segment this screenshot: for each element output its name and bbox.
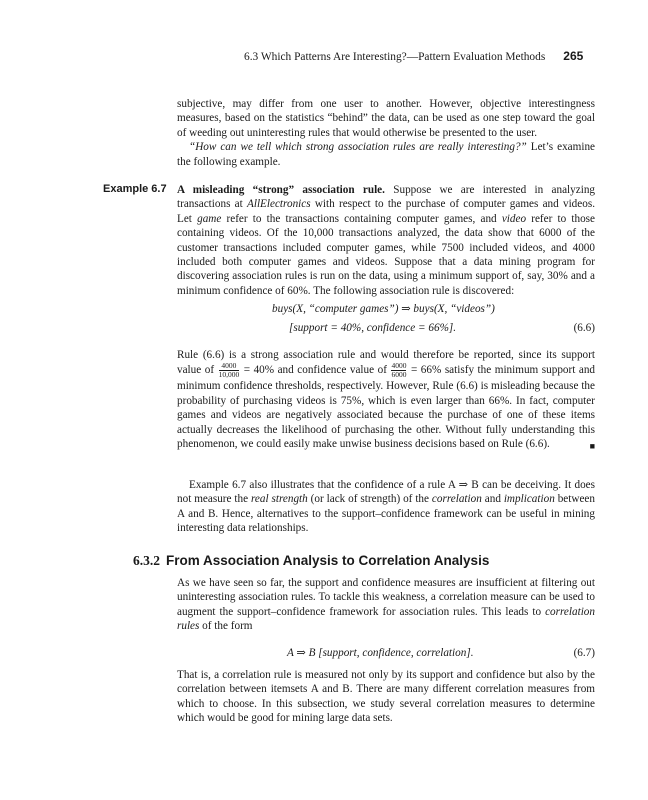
section-intro-block — [177, 576, 595, 634]
numerator: 4000 — [391, 361, 407, 371]
running-header — [244, 49, 583, 63]
closing-block — [177, 668, 595, 726]
page-number: 265 — [563, 49, 584, 63]
text: = 66% satisfy the minimum support and minimum confidence thresholds, respectively. However, Rule (6.6) is misleading because the probability of purchasing videos is 75%, which is even larger than 66%. In fact, computer games and videos are negatively associated because the purchase of one of these items actually decreases the likelihood of purchasing the other. Without fully understanding this phenomenon, we could easily make unwise business decisions based on Rule (6.6). — [177, 364, 596, 451]
text: with respect to the purchase of computer games and videos. Let — [177, 198, 595, 225]
question-quote: “How can we tell which strong association rules are really interesting?” — [189, 141, 527, 154]
intro-block — [177, 97, 595, 169]
term: video — [501, 212, 527, 225]
text: between A and B. Hence, alternatives to the support–confidence framework can be useful in mining interesting data relationships. — [177, 493, 595, 535]
paragraph: subjective, may differ from one user to another. However, objective interestingness measures, based on the statistics “behind” the data, can be used as one step toward the goal of weeding out uninteresting rules that would otherwise be presented to the user. — [177, 98, 595, 139]
formula-line-1: buys(X, “computer games”) ⇒ buys(X, “videos”) — [272, 303, 495, 315]
example-title: A misleading “strong” association rule. — [177, 184, 385, 196]
section-number: 6.3.2 — [133, 553, 160, 568]
text: Example 6.7 also illustrates that the confidence of a rule A ⇒ B can be deceiving. It does not measure the — [177, 479, 595, 506]
text: of the form — [199, 620, 253, 633]
term: correlation rules — [177, 605, 595, 633]
fraction — [391, 362, 406, 379]
example-block — [177, 183, 595, 298]
numerator: 4000 — [219, 362, 240, 371]
text: As we have seen so far, the support and confidence measures are insufficient at filtering out uninteresting association rules. To tackle this weakness, a correlation measure can be used to augment the support–confidence framework for association rules. This leads to — [177, 577, 595, 618]
text: Rule (6.6) is a strong association rule and would therefore be reported, since its support value of — [177, 349, 595, 377]
example-label: Example 6.7 — [103, 183, 167, 195]
example-paragraph — [177, 183, 595, 298]
denominator: 10,000 — [218, 370, 240, 380]
text: refer to those containing videos. Of the 10,000 transactions analyzed, the data show that 6000 of the customer transactions included computer games, while 7500 included videos, and 4000 included both computer games and videos. Suppose that a data mining program for discovering association rules is run on the data, using a minimum support of, say, 30% and a minimum confidence of 60%. The following association rule is discovered: — [177, 212, 595, 297]
denominator: 6000 — [391, 370, 407, 380]
text: Suppose we are interested in analyzing transactions at — [177, 184, 596, 211]
header-title: 6.3 Which Patterns Are Interesting?—Pattern Evaluation Methods — [244, 51, 546, 63]
term: correlation — [431, 493, 482, 506]
paragraph: That is, a correlation rule is measured not only by its support and confidence but also by the correlation between itemsets A and B. There are many different correlation measures from which to choose. In this subsection, we study several correlation measures to determine which would be good for mining large data sets. — [177, 669, 595, 725]
term: real strength — [250, 493, 308, 506]
discussion-block — [177, 348, 595, 453]
term: implication — [503, 493, 555, 506]
text: (or lack of strength) of the — [307, 493, 432, 506]
end-of-example-mark: ■ — [589, 441, 595, 452]
company-name: AllElectronics — [247, 198, 311, 211]
section-heading — [133, 553, 489, 569]
formula-text: A ⇒ B [support, confidence, correlation]. — [287, 647, 474, 659]
paragraph — [177, 140, 595, 169]
text: = 40% and confidence value of — [240, 364, 391, 377]
formula-6-6 — [177, 302, 595, 336]
formula-line-2: [support = 40%, confidence = 66%]. — [289, 322, 457, 335]
term: game — [197, 212, 222, 225]
illustration-block — [177, 478, 595, 536]
paragraph — [177, 348, 595, 451]
paragraph — [177, 478, 595, 536]
equation-number: (6.6) — [573, 322, 595, 335]
paragraph — [177, 576, 595, 634]
formula-6-7 — [177, 646, 595, 660]
fraction — [219, 362, 240, 379]
section-title: From Association Analysis to Correlation Analysis — [166, 553, 490, 568]
text: and — [481, 493, 504, 506]
equation-number: (6.7) — [573, 647, 595, 659]
text: refer to the transactions containing computer games, and — [221, 212, 502, 225]
text: Let’s examine the following example. — [177, 141, 596, 168]
